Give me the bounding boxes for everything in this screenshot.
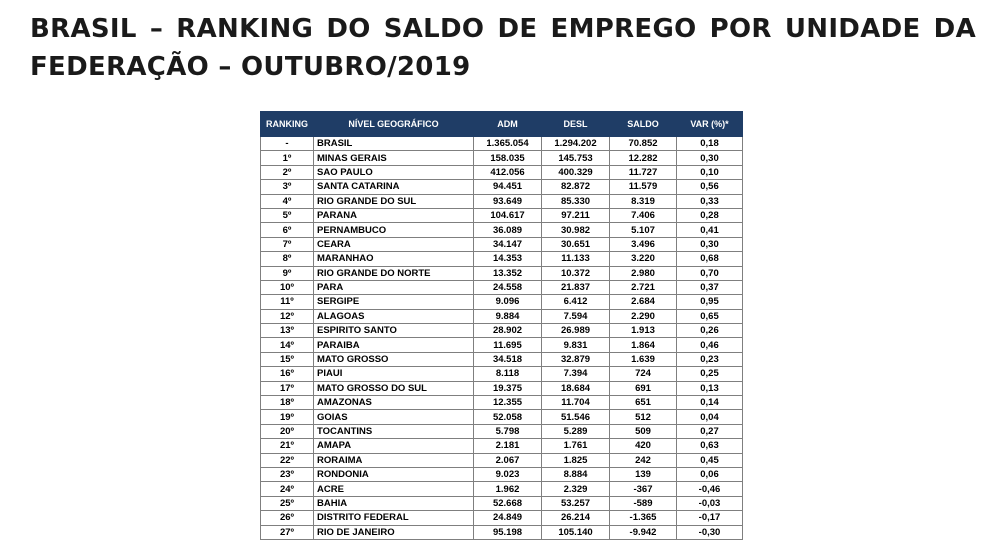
region-name-cell: ACRE <box>314 482 474 496</box>
adm-cell: 34.147 <box>474 237 542 251</box>
saldo-cell: 3.220 <box>610 252 677 266</box>
adm-cell: 24.849 <box>474 511 542 525</box>
ranking-cell: 7º <box>261 237 314 251</box>
saldo-cell: 7.406 <box>610 208 677 222</box>
desl-cell: 26.989 <box>542 324 610 338</box>
saldo-cell: 724 <box>610 367 677 381</box>
adm-cell: 14.353 <box>474 252 542 266</box>
saldo-cell: 12.282 <box>610 151 677 165</box>
table-row <box>261 266 743 280</box>
adm-cell: 36.089 <box>474 223 542 237</box>
desl-cell: 145.753 <box>542 151 610 165</box>
table-row <box>261 338 743 352</box>
ranking-cell: 9º <box>261 266 314 280</box>
table-row <box>261 295 743 309</box>
desl-cell: 21.837 <box>542 280 610 294</box>
desl-cell: 1.761 <box>542 439 610 453</box>
var-cell: 0,65 <box>677 309 743 323</box>
ranking-cell: 4º <box>261 194 314 208</box>
adm-cell: 5.798 <box>474 424 542 438</box>
region-name-cell: PARAIBA <box>314 338 474 352</box>
var-cell: 0,70 <box>677 266 743 280</box>
ranking-cell: 8º <box>261 252 314 266</box>
adm-cell: 158.035 <box>474 151 542 165</box>
desl-cell: 11.133 <box>542 252 610 266</box>
desl-cell: 8.884 <box>542 467 610 481</box>
adm-cell: 2.067 <box>474 453 542 467</box>
region-name-cell: RONDONIA <box>314 467 474 481</box>
header-var: VAR (%)* <box>677 112 743 137</box>
region-name-cell: RIO GRANDE DO SUL <box>314 194 474 208</box>
adm-cell: 52.058 <box>474 410 542 424</box>
adm-cell: 11.695 <box>474 338 542 352</box>
table-row <box>261 208 743 222</box>
adm-cell: 28.902 <box>474 324 542 338</box>
saldo-cell: 651 <box>610 396 677 410</box>
ranking-cell: 23º <box>261 467 314 481</box>
title-line-1: BRASIL – RANKING DO SALDO DE EMPREGO POR UNIDADE DA <box>30 14 976 44</box>
var-cell: 0,45 <box>677 453 743 467</box>
var-cell: 0,41 <box>677 223 743 237</box>
ranking-cell: 17º <box>261 381 314 395</box>
desl-cell: 97.211 <box>542 208 610 222</box>
adm-cell: 52.668 <box>474 496 542 510</box>
saldo-cell: 420 <box>610 439 677 453</box>
region-name-cell: GOIAS <box>314 410 474 424</box>
ranking-cell: 19º <box>261 410 314 424</box>
var-cell: 0,56 <box>677 180 743 194</box>
saldo-cell: 139 <box>610 467 677 481</box>
desl-cell: 2.329 <box>542 482 610 496</box>
table-row <box>261 280 743 294</box>
saldo-cell: 2.721 <box>610 280 677 294</box>
var-cell: 0,46 <box>677 338 743 352</box>
ranking-table <box>260 111 743 540</box>
ranking-cell: 16º <box>261 367 314 381</box>
adm-cell: 9.096 <box>474 295 542 309</box>
saldo-cell: 8.319 <box>610 194 677 208</box>
var-cell: 0,28 <box>677 208 743 222</box>
header-nivel-geografico: NÍVEL GEOGRÁFICO <box>314 112 474 137</box>
var-cell: 0,27 <box>677 424 743 438</box>
ranking-cell: 3º <box>261 180 314 194</box>
desl-cell: 26.214 <box>542 511 610 525</box>
desl-cell: 6.412 <box>542 295 610 309</box>
region-name-cell: BRASIL <box>314 137 474 151</box>
region-name-cell: ALAGOAS <box>314 309 474 323</box>
region-name-cell: RORAIMA <box>314 453 474 467</box>
ranking-cell: 15º <box>261 352 314 366</box>
desl-cell: 400.329 <box>542 165 610 179</box>
ranking-cell: 2º <box>261 165 314 179</box>
ranking-cell: 18º <box>261 396 314 410</box>
ranking-cell: - <box>261 137 314 151</box>
saldo-cell: 11.579 <box>610 180 677 194</box>
title-line-2: FEDERAÇÃO – OUTUBRO/2019 <box>30 52 471 82</box>
var-cell: 0,23 <box>677 352 743 366</box>
saldo-cell: -1.365 <box>610 511 677 525</box>
var-cell: 0,25 <box>677 367 743 381</box>
ranking-cell: 11º <box>261 295 314 309</box>
adm-cell: 94.451 <box>474 180 542 194</box>
table-row <box>261 237 743 251</box>
table-row <box>261 137 743 151</box>
table-row <box>261 482 743 496</box>
var-cell: 0,06 <box>677 467 743 481</box>
saldo-cell: 2.980 <box>610 266 677 280</box>
saldo-cell: 691 <box>610 381 677 395</box>
adm-cell: 9.884 <box>474 309 542 323</box>
var-cell: 0,14 <box>677 396 743 410</box>
header-adm: ADM <box>474 112 542 137</box>
adm-cell: 19.375 <box>474 381 542 395</box>
desl-cell: 30.982 <box>542 223 610 237</box>
var-cell: 0,63 <box>677 439 743 453</box>
adm-cell: 8.118 <box>474 367 542 381</box>
desl-cell: 1.825 <box>542 453 610 467</box>
desl-cell: 11.704 <box>542 396 610 410</box>
table-row <box>261 165 743 179</box>
adm-cell: 2.181 <box>474 439 542 453</box>
region-name-cell: RIO DE JANEIRO <box>314 525 474 539</box>
desl-cell: 105.140 <box>542 525 610 539</box>
ranking-cell: 14º <box>261 338 314 352</box>
ranking-cell: 5º <box>261 208 314 222</box>
saldo-cell: 1.864 <box>610 338 677 352</box>
saldo-cell: 512 <box>610 410 677 424</box>
adm-cell: 95.198 <box>474 525 542 539</box>
saldo-cell: 509 <box>610 424 677 438</box>
desl-cell: 51.546 <box>542 410 610 424</box>
saldo-cell: 11.727 <box>610 165 677 179</box>
table-row <box>261 467 743 481</box>
region-name-cell: PERNAMBUCO <box>314 223 474 237</box>
saldo-cell: 1.913 <box>610 324 677 338</box>
saldo-cell: 3.496 <box>610 237 677 251</box>
table-row <box>261 180 743 194</box>
region-name-cell: SANTA CATARINA <box>314 180 474 194</box>
table-row <box>261 223 743 237</box>
var-cell: -0,46 <box>677 482 743 496</box>
var-cell: 0,26 <box>677 324 743 338</box>
desl-cell: 10.372 <box>542 266 610 280</box>
saldo-cell: 1.639 <box>610 352 677 366</box>
ranking-cell: 10º <box>261 280 314 294</box>
var-cell: 0,04 <box>677 410 743 424</box>
adm-cell: 12.355 <box>474 396 542 410</box>
desl-cell: 18.684 <box>542 381 610 395</box>
var-cell: 0,10 <box>677 165 743 179</box>
var-cell: 0,68 <box>677 252 743 266</box>
var-cell: 0,33 <box>677 194 743 208</box>
saldo-cell: -589 <box>610 496 677 510</box>
ranking-cell: 26º <box>261 511 314 525</box>
var-cell: 0,18 <box>677 137 743 151</box>
adm-cell: 412.056 <box>474 165 542 179</box>
desl-cell: 30.651 <box>542 237 610 251</box>
table-row <box>261 453 743 467</box>
ranking-cell: 20º <box>261 424 314 438</box>
var-cell: 0,30 <box>677 151 743 165</box>
table-row <box>261 194 743 208</box>
table-row <box>261 511 743 525</box>
var-cell: 0,95 <box>677 295 743 309</box>
region-name-cell: AMAZONAS <box>314 396 474 410</box>
region-name-cell: TOCANTINS <box>314 424 474 438</box>
var-cell: -0,03 <box>677 496 743 510</box>
adm-cell: 13.352 <box>474 266 542 280</box>
table-body <box>261 137 743 540</box>
var-cell: 0,13 <box>677 381 743 395</box>
table-row <box>261 252 743 266</box>
adm-cell: 104.617 <box>474 208 542 222</box>
page-title <box>30 10 976 86</box>
table-row <box>261 410 743 424</box>
region-name-cell: MINAS GERAIS <box>314 151 474 165</box>
region-name-cell: SAO PAULO <box>314 165 474 179</box>
ranking-cell: 12º <box>261 309 314 323</box>
ranking-cell: 21º <box>261 439 314 453</box>
ranking-cell: 22º <box>261 453 314 467</box>
var-cell: -0,30 <box>677 525 743 539</box>
header-saldo: SALDO <box>610 112 677 137</box>
var-cell: 0,30 <box>677 237 743 251</box>
desl-cell: 32.879 <box>542 352 610 366</box>
table-row <box>261 309 743 323</box>
table-row <box>261 367 743 381</box>
saldo-cell: 5.107 <box>610 223 677 237</box>
region-name-cell: SERGIPE <box>314 295 474 309</box>
saldo-cell: -367 <box>610 482 677 496</box>
desl-cell: 9.831 <box>542 338 610 352</box>
region-name-cell: ESPIRITO SANTO <box>314 324 474 338</box>
ranking-cell: 6º <box>261 223 314 237</box>
desl-cell: 7.394 <box>542 367 610 381</box>
region-name-cell: AMAPA <box>314 439 474 453</box>
region-name-cell: PARA <box>314 280 474 294</box>
table-row <box>261 496 743 510</box>
adm-cell: 93.649 <box>474 194 542 208</box>
desl-cell: 85.330 <box>542 194 610 208</box>
saldo-cell: 2.290 <box>610 309 677 323</box>
region-name-cell: MATO GROSSO DO SUL <box>314 381 474 395</box>
table-row <box>261 525 743 539</box>
saldo-cell: 70.852 <box>610 137 677 151</box>
region-name-cell: BAHIA <box>314 496 474 510</box>
desl-cell: 7.594 <box>542 309 610 323</box>
region-name-cell: CEARA <box>314 237 474 251</box>
table-header-row <box>261 112 743 137</box>
ranking-cell: 13º <box>261 324 314 338</box>
adm-cell: 34.518 <box>474 352 542 366</box>
desl-cell: 82.872 <box>542 180 610 194</box>
saldo-cell: 242 <box>610 453 677 467</box>
adm-cell: 1.962 <box>474 482 542 496</box>
desl-cell: 5.289 <box>542 424 610 438</box>
header-desl: DESL <box>542 112 610 137</box>
saldo-cell: -9.942 <box>610 525 677 539</box>
saldo-cell: 2.684 <box>610 295 677 309</box>
var-cell: -0,17 <box>677 511 743 525</box>
table-row <box>261 381 743 395</box>
ranking-cell: 1º <box>261 151 314 165</box>
header-ranking: RANKING <box>261 112 314 137</box>
ranking-cell: 27º <box>261 525 314 539</box>
adm-cell: 24.558 <box>474 280 542 294</box>
adm-cell: 1.365.054 <box>474 137 542 151</box>
region-name-cell: RIO GRANDE DO NORTE <box>314 266 474 280</box>
table-row <box>261 352 743 366</box>
table-row <box>261 396 743 410</box>
table-row <box>261 439 743 453</box>
table-row <box>261 324 743 338</box>
region-name-cell: DISTRITO FEDERAL <box>314 511 474 525</box>
desl-cell: 53.257 <box>542 496 610 510</box>
region-name-cell: PIAUI <box>314 367 474 381</box>
region-name-cell: MATO GROSSO <box>314 352 474 366</box>
region-name-cell: PARANA <box>314 208 474 222</box>
ranking-cell: 24º <box>261 482 314 496</box>
table-row <box>261 424 743 438</box>
var-cell: 0,37 <box>677 280 743 294</box>
table-row <box>261 151 743 165</box>
adm-cell: 9.023 <box>474 467 542 481</box>
ranking-cell: 25º <box>261 496 314 510</box>
region-name-cell: MARANHAO <box>314 252 474 266</box>
desl-cell: 1.294.202 <box>542 137 610 151</box>
